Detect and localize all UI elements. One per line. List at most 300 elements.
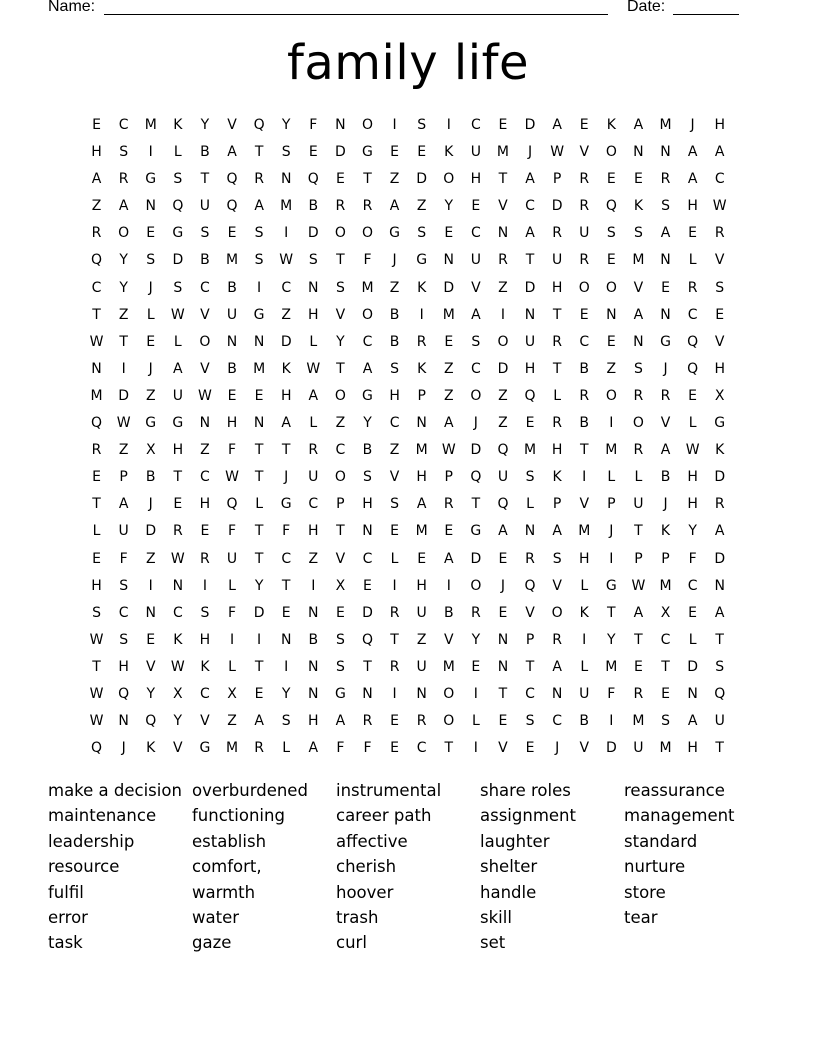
grid-letter[interactable]: V [227,117,237,133]
grid-letter[interactable]: X [335,577,346,594]
grid-letter[interactable]: A [281,415,291,432]
grid-letter[interactable]: O [199,333,211,350]
grid-letter[interactable]: L [92,523,101,540]
grid-letter[interactable]: J [527,144,533,161]
grid-letter[interactable]: T [579,442,589,459]
grid-letter[interactable]: D [253,604,265,621]
grid-letter[interactable]: S [363,469,372,486]
grid-letter[interactable]: Z [389,279,400,296]
grid-letter[interactable]: K [173,117,183,133]
grid-letter[interactable]: S [200,604,210,621]
grid-letter[interactable]: T [498,171,508,188]
grid-letter[interactable]: T [173,469,183,486]
grid-letter[interactable]: M [253,360,266,377]
grid-letter[interactable]: V [714,252,725,269]
grid-letter[interactable]: N [362,685,373,702]
grid-letter[interactable]: O [443,685,455,702]
grid-letter[interactable]: C [200,469,210,486]
grid-letter[interactable]: V [145,658,156,675]
grid-letter[interactable]: A [552,117,562,133]
grid-letter[interactable]: H [199,631,211,648]
grid-letter[interactable]: L [688,631,697,648]
grid-letter[interactable]: I [500,306,506,323]
grid-letter[interactable]: E [335,171,345,188]
grid-letter[interactable]: I [202,577,207,594]
grid-letter[interactable]: Q [91,252,103,269]
grid-letter[interactable]: L [255,496,264,513]
grid-letter[interactable]: Z [335,415,346,432]
grid-letter[interactable]: V [471,279,481,296]
grid-letter[interactable]: Z [281,306,291,323]
grid-letter[interactable]: Q [226,171,238,188]
grid-letter[interactable]: Q [91,740,103,757]
grid-letter[interactable]: M [659,117,672,133]
grid-letter[interactable]: I [229,631,235,648]
grid-letter[interactable]: Y [363,415,372,432]
grid-letter[interactable]: K [715,442,725,459]
grid-letter[interactable]: R [714,225,725,242]
grid-letter[interactable]: R [470,604,481,621]
grid-letter[interactable]: V [579,496,590,513]
grid-letter[interactable]: H [687,496,698,513]
grid-letter[interactable]: R [200,550,210,567]
name-blank-line[interactable] [104,14,608,15]
grid-letter[interactable]: M [90,387,103,404]
grid-letter[interactable]: R [335,198,346,215]
grid-letter[interactable]: R [552,333,562,350]
grid-letter[interactable]: R [389,658,400,675]
grid-letter[interactable]: U [497,469,509,486]
grid-letter[interactable]: C [335,442,346,459]
grid-letter[interactable]: I [257,279,262,296]
grid-letter[interactable]: R [687,279,698,296]
grid-letter[interactable]: V [633,279,644,296]
grid-letter[interactable]: I [582,469,587,486]
grid-letter[interactable]: I [284,225,289,242]
grid-letter[interactable]: W [685,442,700,459]
grid-letter[interactable]: J [284,469,289,486]
grid-letter[interactable]: Q [226,198,238,215]
grid-letter[interactable]: N [660,306,671,323]
grid-letter[interactable]: R [525,550,535,567]
grid-letter[interactable]: P [444,469,453,486]
grid-letter[interactable]: N [199,415,211,432]
grid-letter[interactable]: G [660,333,671,350]
grid-letter[interactable]: C [660,631,671,648]
grid-letter[interactable]: O [470,577,482,594]
grid-letter[interactable]: E [633,658,643,675]
grid-letter[interactable]: P [552,496,562,513]
grid-letter[interactable]: S [633,360,643,377]
grid-letter[interactable]: L [580,658,589,675]
grid-letter[interactable]: E [661,279,670,296]
grid-letter[interactable]: T [92,658,101,675]
grid-letter[interactable]: I [446,577,451,594]
grid-letter[interactable]: W [225,469,239,486]
grid-letter[interactable]: W [306,360,321,377]
grid-letter[interactable]: X [173,685,183,702]
grid-letter[interactable]: E [363,577,372,594]
grid-letter[interactable]: N [416,685,427,702]
grid-letter[interactable]: N [172,577,184,594]
grid-letter[interactable]: H [118,658,129,675]
grid-letter[interactable]: C [687,306,698,323]
grid-letter[interactable]: E [606,333,616,350]
grid-letter[interactable]: Y [444,198,454,215]
grid-letter[interactable]: E [606,252,616,269]
grid-letter[interactable]: Q [253,117,265,133]
grid-letter[interactable]: R [362,713,373,730]
grid-letter[interactable]: E [92,550,101,567]
grid-letter[interactable]: A [173,360,183,377]
grid-letter[interactable]: G [605,577,617,594]
grid-letter[interactable]: J [500,577,506,594]
grid-letter[interactable]: T [363,658,372,675]
grid-letter[interactable]: Z [200,442,210,459]
grid-letter[interactable]: L [309,333,318,350]
grid-letter[interactable]: Y [336,333,345,350]
grid-letter[interactable]: T [552,360,562,377]
grid-letter[interactable]: W [170,658,185,675]
grid-letter[interactable]: J [121,740,126,757]
grid-letter[interactable]: N [253,333,265,350]
grid-letter[interactable]: H [416,469,427,486]
grid-letter[interactable]: C [389,415,400,432]
grid-letter[interactable]: E [417,550,427,567]
grid-letter[interactable]: D [362,604,373,621]
grid-letter[interactable]: R [579,387,590,404]
grid-letter[interactable]: Z [227,713,237,730]
grid-letter[interactable]: L [173,333,182,350]
grid-letter[interactable]: P [552,171,562,188]
grid-letter[interactable]: P [661,550,670,567]
grid-letter[interactable]: V [443,631,454,648]
grid-letter[interactable]: I [148,144,153,161]
grid-letter[interactable]: V [200,713,210,730]
grid-letter[interactable]: P [607,496,616,513]
grid-letter[interactable]: U [579,685,590,702]
grid-letter[interactable]: D [335,144,346,161]
grid-letter[interactable]: G [416,252,428,269]
grid-letter[interactable]: C [470,360,481,377]
grid-letter[interactable]: A [633,306,644,323]
grid-letter[interactable]: W [550,144,565,161]
grid-letter[interactable]: T [552,306,562,323]
grid-letter[interactable]: K [606,117,616,133]
grid-letter[interactable]: N [308,685,319,702]
grid-letter[interactable]: L [282,740,291,757]
date-blank-line[interactable] [673,14,739,15]
grid-letter[interactable]: A [714,523,725,540]
grid-letter[interactable]: C [416,740,427,757]
grid-letter[interactable]: H [714,360,725,377]
grid-letter[interactable]: J [663,360,668,377]
grid-letter[interactable]: Q [361,631,373,648]
grid-letter[interactable]: M [442,658,455,675]
grid-letter[interactable]: F [227,523,237,540]
grid-letter[interactable]: M [225,740,239,757]
grid-letter[interactable]: E [173,496,183,513]
grid-letter[interactable]: H [91,144,102,161]
grid-letter[interactable]: G [362,144,373,161]
grid-letter[interactable]: L [580,577,589,594]
grid-letter[interactable]: Q [497,496,509,513]
grid-letter[interactable]: E [498,550,508,567]
grid-letter[interactable]: M [225,252,239,269]
grid-letter[interactable]: U [308,469,319,486]
grid-letter[interactable]: A [687,713,698,730]
grid-letter[interactable]: W [631,577,646,594]
grid-letter[interactable]: R [254,171,264,188]
grid-letter[interactable]: B [579,415,590,432]
grid-letter[interactable]: Y [281,117,291,133]
grid-letter[interactable]: G [253,306,265,323]
grid-letter[interactable]: E [688,387,698,404]
grid-letter[interactable]: T [281,442,291,459]
grid-letter[interactable]: U [633,740,644,757]
grid-letter[interactable]: C [579,333,590,350]
grid-letter[interactable]: C [525,198,535,215]
grid-letter[interactable]: E [579,117,589,133]
grid-letter[interactable]: K [633,198,644,215]
grid-letter[interactable]: I [609,550,614,567]
grid-letter[interactable]: J [609,523,614,540]
grid-letter[interactable]: R [254,740,264,757]
grid-letter[interactable]: G [714,415,726,432]
grid-letter[interactable]: S [715,658,725,675]
grid-letter[interactable]: N [308,604,319,621]
grid-letter[interactable]: C [172,604,183,621]
grid-letter[interactable]: I [582,631,587,648]
grid-letter[interactable]: L [553,387,562,404]
grid-letter[interactable]: A [714,144,725,161]
grid-letter[interactable]: T [92,496,101,513]
grid-letter[interactable]: K [281,360,291,377]
grid-letter[interactable]: U [579,225,590,242]
grid-letter[interactable]: N [551,685,563,702]
grid-letter[interactable]: B [389,333,400,350]
grid-letter[interactable]: M [578,523,591,540]
grid-letter[interactable]: M [496,144,509,161]
grid-letter[interactable]: O [334,225,346,242]
grid-letter[interactable]: R [91,442,102,459]
grid-letter[interactable]: Y [146,685,156,702]
grid-letter[interactable]: S [173,279,183,296]
grid-letter[interactable]: B [145,469,156,486]
grid-letter[interactable]: U [416,604,427,621]
grid-letter[interactable]: R [362,198,373,215]
grid-letter[interactable]: M [605,658,618,675]
grid-letter[interactable]: V [389,469,400,486]
grid-letter[interactable]: A [687,171,698,188]
grid-letter[interactable]: N [308,279,319,296]
grid-letter[interactable]: H [308,713,319,730]
grid-letter[interactable]: O [118,225,130,242]
grid-letter[interactable]: B [362,442,373,459]
grid-letter[interactable]: A [525,171,535,188]
grid-letter[interactable]: C [470,225,481,242]
grid-letter[interactable]: N [335,117,346,133]
grid-letter[interactable]: A [633,604,644,621]
grid-letter[interactable]: N [280,171,292,188]
grid-letter[interactable]: T [661,658,670,675]
grid-letter[interactable]: P [336,496,345,513]
grid-letter[interactable]: C [118,117,129,133]
grid-letter[interactable]: W [116,415,131,432]
grid-letter[interactable]: V [579,144,590,161]
grid-letter[interactable]: A [498,523,508,540]
grid-letter[interactable]: D [470,442,482,459]
grid-letter[interactable]: N [497,225,509,242]
grid-letter[interactable]: V [660,415,671,432]
grid-letter[interactable]: B [200,252,210,269]
grid-letter[interactable]: M [659,577,672,594]
grid-letter[interactable]: G [280,496,292,513]
grid-letter[interactable]: Z [443,360,454,377]
grid-letter[interactable]: W [89,631,104,648]
grid-letter[interactable]: B [200,144,210,161]
grid-letter[interactable]: V [173,740,183,757]
grid-letter[interactable]: A [471,306,481,323]
grid-letter[interactable]: T [254,550,264,567]
grid-letter[interactable]: S [390,496,400,513]
grid-letter[interactable]: M [605,442,618,459]
grid-letter[interactable]: E [390,740,399,757]
grid-letter[interactable]: M [415,523,428,540]
grid-letter[interactable]: O [632,415,644,432]
grid-letter[interactable]: H [687,198,698,215]
grid-letter[interactable]: M [442,306,455,323]
grid-letter[interactable]: D [551,198,563,215]
grid-letter[interactable]: G [389,225,400,242]
grid-letter[interactable]: Z [606,360,617,377]
grid-letter[interactable]: H [280,387,292,404]
grid-letter[interactable]: L [471,713,480,730]
grid-letter[interactable]: J [148,360,153,377]
grid-letter[interactable]: X [714,387,725,404]
grid-letter[interactable]: S [552,550,562,567]
grid-letter[interactable]: O [443,713,455,730]
grid-letter[interactable]: R [579,252,590,269]
grid-letter[interactable]: D [470,550,482,567]
grid-letter[interactable]: T [525,658,535,675]
grid-letter[interactable]: E [227,387,237,404]
grid-letter[interactable]: D [714,469,726,486]
grid-letter[interactable]: N [91,360,102,377]
grid-letter[interactable]: Z [416,631,427,648]
grid-letter[interactable]: I [609,713,614,730]
grid-letter[interactable]: L [688,415,697,432]
grid-letter[interactable]: A [687,144,698,161]
grid-letter[interactable]: R [172,523,183,540]
grid-letter[interactable]: R [118,171,129,188]
grid-letter[interactable]: E [471,198,481,215]
grid-letter[interactable]: E [688,225,698,242]
grid-letter[interactable]: S [308,252,318,269]
grid-letter[interactable]: X [660,604,671,621]
grid-letter[interactable]: H [470,171,482,188]
grid-letter[interactable]: N [714,577,725,594]
grid-letter[interactable]: W [198,387,212,404]
grid-letter[interactable]: U [524,333,536,350]
grid-letter[interactable]: D [118,387,130,404]
grid-letter[interactable]: E [227,225,237,242]
grid-letter[interactable]: G [145,415,157,432]
grid-letter[interactable]: C [362,333,373,350]
grid-letter[interactable]: S [281,713,291,730]
grid-letter[interactable]: H [687,469,698,486]
grid-letter[interactable]: Y [688,523,697,540]
grid-letter[interactable]: A [416,496,427,513]
grid-letter[interactable]: N [606,306,617,323]
grid-letter[interactable]: O [605,279,617,296]
grid-letter[interactable]: Q [714,685,726,702]
grid-letter[interactable]: R [91,225,102,242]
grid-letter[interactable]: N [443,252,454,269]
grid-letter[interactable]: A [254,198,264,215]
grid-letter[interactable]: E [688,604,698,621]
grid-letter[interactable]: T [92,306,101,323]
grid-letter[interactable]: O [361,117,373,133]
grid-letter[interactable]: A [308,740,319,757]
grid-letter[interactable]: F [688,550,697,567]
grid-letter[interactable]: S [525,713,535,730]
grid-letter[interactable]: Y [471,631,481,648]
grid-letter[interactable]: Z [118,442,129,459]
grid-letter[interactable]: N [660,144,671,161]
grid-letter[interactable]: Q [605,198,617,215]
grid-letter[interactable]: E [444,333,454,350]
grid-letter[interactable]: Z [498,387,508,404]
grid-letter[interactable]: H [226,415,238,432]
grid-letter[interactable]: A [91,171,102,188]
grid-letter[interactable]: D [524,117,536,133]
grid-letter[interactable]: X [145,442,156,459]
grid-letter[interactable]: Z [498,415,508,432]
grid-letter[interactable]: W [170,550,185,567]
grid-letter[interactable]: T [254,523,264,540]
grid-letter[interactable]: H [91,577,102,594]
grid-letter[interactable]: F [227,442,237,459]
grid-letter[interactable]: R [660,171,671,188]
grid-letter[interactable]: E [498,604,508,621]
grid-letter[interactable]: A [660,225,671,242]
grid-letter[interactable]: E [146,631,156,648]
grid-letter[interactable]: R [308,442,319,459]
grid-letter[interactable]: D [443,279,455,296]
grid-letter[interactable]: C [281,279,292,296]
grid-letter[interactable]: I [446,117,451,133]
grid-letter[interactable]: H [551,442,563,459]
grid-letter[interactable]: F [336,740,345,757]
grid-letter[interactable]: E [633,171,643,188]
grid-letter[interactable]: A [443,415,454,432]
grid-letter[interactable]: G [362,387,373,404]
grid-letter[interactable]: S [146,252,156,269]
grid-letter[interactable]: A [362,360,373,377]
grid-letter[interactable]: W [441,442,456,459]
grid-letter[interactable]: F [607,685,616,702]
grid-letter[interactable]: E [498,117,508,133]
grid-letter[interactable]: S [119,631,129,648]
grid-letter[interactable]: A [552,523,562,540]
grid-letter[interactable]: Z [118,306,129,323]
grid-letter[interactable]: H [714,117,725,133]
grid-letter[interactable]: R [579,171,590,188]
grid-letter[interactable]: N [118,713,129,730]
grid-letter[interactable]: R [552,415,562,432]
grid-letter[interactable]: N [145,604,156,621]
